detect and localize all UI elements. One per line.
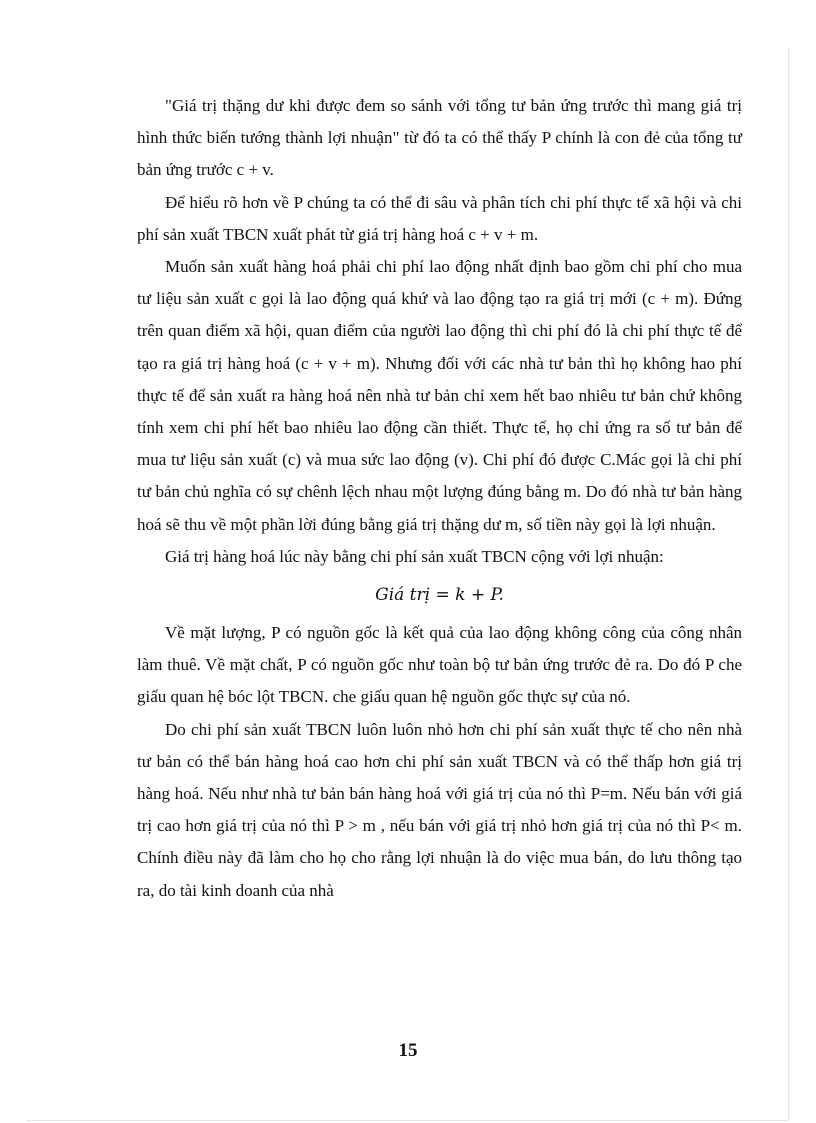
paragraph-2: Để hiểu rõ hơn về P chúng ta có thể đi sâu và phân tích chi phí thực tế xã hội và chi phí sản xuất TBCN xuất phát từ giá trị hàng hoá c + v + m.	[137, 192, 742, 244]
formula: Giá trị = k + P.	[375, 585, 504, 606]
paragraph-5: Về mặt lượng, P có nguồn gốc là kết quả của lao động không công của công nhân làm thuê. Về mặt chất, P có nguồn gốc như toàn bộ tư bản ứng trước đẻ ra. Do đó P che giấu quan hệ bóc lột TBCN. che giấu quan hệ nguồn gốc thực sự của nó.	[137, 623, 742, 707]
paragraph-1: "Giá trị thặng dư khi được đem so sánh với tổng tư bản ứng trước thì mang giá trị hình thức biến tướng thành lợi nhuận" từ đó ta có thể thấy P chính là con đẻ của tổng tư bản ứng trước c + v.	[137, 96, 742, 180]
paragraph-6: Do chi phí sản xuất TBCN luôn luôn nhỏ hơn chi phí sản xuất thực tế cho nên nhà tư bản có thể bán hàng hoá cao hơn chi phí sản xuất TBCN và có thể thấp hơn giá trị hàng hoá. Nếu như nhà tư bản bán hàng hoá với giá trị của nó thì P=m. Nếu bán với giá trị cao hơn giá trị của nó thì P > m , nếu bán với giá trị nhỏ hơn giá trị của nó thì P< m. Chính điều này đã làm cho họ cho rằng lợi nhuận là do việc mua bán, do lưu thông tạo ra, do tài kinh doanh của nhà	[137, 719, 742, 900]
paragraph-4: Giá trị hàng hoá lúc này bằng chi phí sản xuất TBCN cộng với lợi nhuận:	[165, 546, 664, 566]
page-number: 15	[398, 1040, 418, 1061]
body-text	[137, 90, 742, 907]
paragraph-3: Muốn sản xuất hàng hoá phải chi phí lao động nhất định bao gồm chi phí cho mua tư liệu sản xuất c gọi là lao động quá khứ và lao động tạo ra giá trị mới (c + m). Đứng trên quan điểm xã hội, quan điểm của người lao động thì chi phí đó là chi phí thực tế để tạo ra giá trị hàng hoá (c + v + m). Nhưng đối với các nhà tư bản thì họ không hao phí thực tế để sản xuất ra hàng hoá nên nhà tư bản chỉ xem hết bao nhiêu tư bản chứ không tính xem chi phí hết bao nhiêu lao động cần thiết. Thực tế, họ chỉ ứng ra số tư bản để mua tư liệu sản xuất (c) và mua sức lao động (v). Chi phí đó được C.Mác gọi là chi phí tư bản chủ nghĩa có sự chênh lệch nhau một lượng đúng bằng m. Do đó nhà tư bản hàng hoá sẽ thu về một phần lời đúng bằng giá trị thặng dư m, số tiền này gọi là lợi nhuận.	[137, 257, 742, 534]
